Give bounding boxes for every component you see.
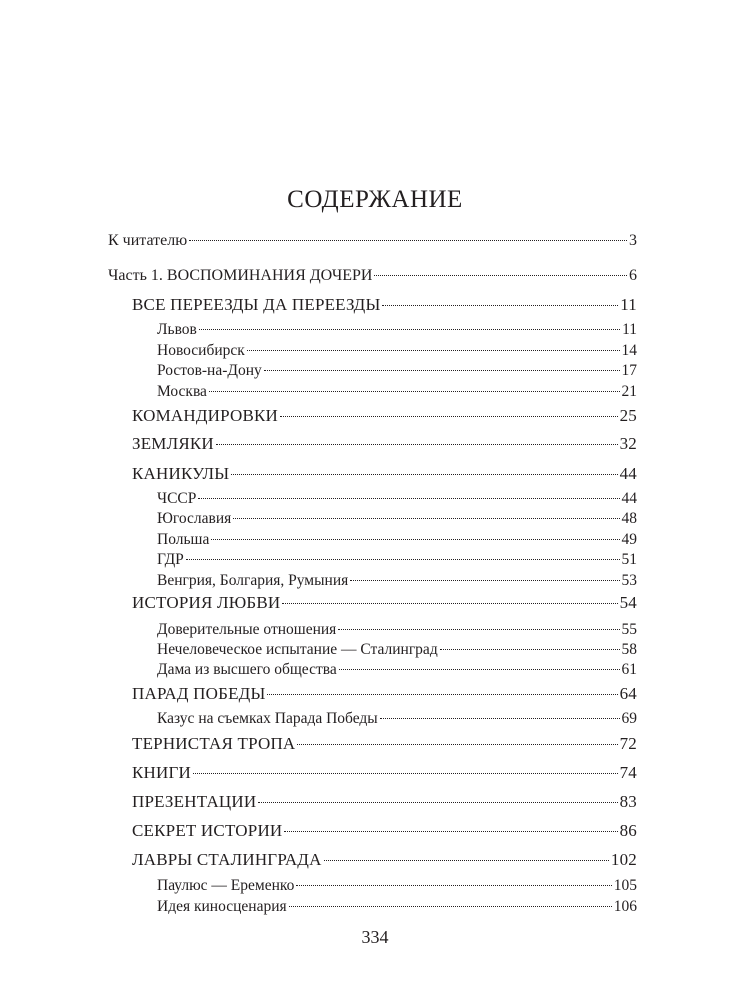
dot-leader: [267, 694, 617, 695]
toc-entry-title: Доверительные отношения: [157, 621, 337, 638]
toc-entry-page: 106: [613, 898, 637, 915]
toc-entry-page: 102: [610, 850, 637, 869]
toc-entry-page: 48: [621, 510, 637, 527]
toc-entry-title: Новосибирск: [157, 342, 245, 359]
toc-entry-title: СЕКРЕТ ИСТОРИИ: [132, 821, 283, 840]
toc-entry-title: Часть 1. ВОСПОМИНАНИЯ ДОЧЕРИ: [108, 267, 373, 284]
toc-entry-title: ЧССР: [157, 490, 197, 507]
toc-entry[interactable]: [157, 361, 637, 381]
toc-entry[interactable]: [132, 464, 637, 484]
toc-entry-title: ПАРАД ПОБЕДЫ: [132, 684, 266, 703]
dot-leader: [339, 669, 620, 670]
toc-entry[interactable]: [157, 489, 637, 509]
toc-entry-title: КНИГИ: [132, 763, 191, 782]
toc-entry-page: 21: [621, 383, 637, 400]
toc-entry-page: 86: [619, 821, 637, 840]
dot-leader: [338, 629, 619, 630]
toc-entry[interactable]: [157, 341, 637, 361]
toc-entry-page: 32: [619, 434, 637, 453]
dot-leader: [193, 773, 618, 774]
toc-entry-title: ЗЕМЛЯКИ: [132, 434, 214, 453]
dot-leader: [233, 518, 619, 519]
toc-entry-title: К читателю: [108, 232, 188, 249]
dot-leader: [296, 885, 611, 886]
dot-leader: [247, 350, 620, 351]
dot-leader: [382, 305, 618, 306]
toc-entry-page: 6: [629, 267, 637, 284]
dot-leader: [297, 744, 617, 745]
toc-entry[interactable]: [157, 509, 637, 529]
toc-entry[interactable]: [108, 231, 637, 251]
toc-entry-page: 44: [621, 490, 637, 507]
page-number: 334: [361, 927, 389, 947]
toc-entry-title: Казус на съемках Парада Победы: [157, 710, 378, 727]
toc-entry-page: 53: [621, 572, 637, 589]
toc-entry[interactable]: [157, 620, 637, 640]
dot-leader: [186, 559, 620, 560]
toc-entry[interactable]: [157, 660, 637, 680]
toc-entry-page: 11: [622, 321, 637, 338]
toc-entry[interactable]: [132, 684, 637, 704]
toc-entry-page: 17: [621, 362, 637, 379]
toc-entry-title: ЛАВРЫ СТАЛИНГРАДА: [132, 850, 322, 869]
toc-entry-page: 55: [621, 621, 637, 638]
dot-leader: [380, 718, 620, 719]
toc-entry-title: Венгрия, Болгария, Румыния: [157, 572, 349, 589]
toc-entry[interactable]: [132, 295, 637, 315]
toc-entry-title: Паулюс — Еременко: [157, 877, 295, 894]
toc-entry[interactable]: [132, 850, 637, 870]
toc-entry[interactable]: [132, 763, 637, 783]
toc-entry[interactable]: [157, 550, 637, 570]
toc-entry-title: Москва: [157, 383, 207, 400]
toc-entry[interactable]: [132, 434, 637, 454]
toc-entry-page: 11: [620, 295, 637, 314]
toc-entry-title: Ростов-на-Дону: [157, 362, 262, 379]
page-title: СОДЕРЖАНИЕ: [287, 186, 463, 213]
toc-entry-title: ТЕРНИСТАЯ ТРОПА: [132, 734, 296, 753]
dot-leader: [199, 329, 620, 330]
toc-entry-page: 54: [619, 593, 637, 612]
dot-leader: [280, 416, 618, 417]
toc-entry-page: 58: [621, 641, 637, 658]
toc-entry-page: 105: [613, 877, 637, 894]
dot-leader: [374, 275, 627, 276]
dot-leader: [440, 649, 620, 650]
toc-entry[interactable]: [157, 571, 637, 591]
toc-entry[interactable]: [132, 593, 637, 613]
toc-entry-page: 83: [619, 792, 637, 811]
toc-entry-title: ПРЕЗЕНТАЦИИ: [132, 792, 257, 811]
toc-entry-title: Дама из высшего общества: [157, 661, 337, 678]
toc-entry[interactable]: [157, 640, 637, 660]
dot-leader: [209, 391, 620, 392]
toc-entry-title: Идея киносценария: [157, 898, 287, 915]
toc-entry-title: КАНИКУЛЫ: [132, 464, 230, 483]
toc-entry-title: ВСЕ ПЕРЕЕЗДЫ ДА ПЕРЕЕЗДЫ: [132, 295, 381, 314]
dot-leader: [231, 474, 617, 475]
toc-entry-title: ИСТОРИЯ ЛЮБВИ: [132, 593, 281, 612]
dot-leader: [198, 498, 619, 499]
toc-entry-page: 44: [619, 464, 637, 483]
dot-leader: [189, 240, 627, 241]
toc-entry-title: Львов: [157, 321, 197, 338]
dot-leader: [258, 802, 617, 803]
toc-entry-page: 25: [619, 406, 637, 425]
toc-entry-page: 14: [621, 342, 637, 359]
toc-entry-page: 3: [629, 232, 637, 249]
toc-entry[interactable]: [108, 266, 637, 286]
toc-entry[interactable]: [157, 897, 637, 917]
toc-entry-page: 74: [619, 763, 637, 782]
toc-entry-title: Нечеловеческое испытание — Сталинград: [157, 641, 438, 658]
dot-leader: [216, 444, 618, 445]
dot-leader: [289, 906, 612, 907]
toc-entry-page: 61: [621, 661, 637, 678]
toc-entry[interactable]: [132, 406, 637, 426]
toc-entry-title: КОМАНДИРОВКИ: [132, 406, 279, 425]
toc-entry-page: 49: [621, 531, 637, 548]
toc-entry-page: 69: [621, 710, 637, 727]
dot-leader: [211, 539, 619, 540]
toc-entry[interactable]: [132, 734, 637, 754]
dot-leader: [324, 860, 609, 861]
toc-entry-title: Польша: [157, 531, 210, 548]
toc-entry[interactable]: [132, 821, 637, 841]
toc-entry-title: Югославия: [157, 510, 232, 527]
toc-entry[interactable]: [157, 382, 637, 402]
dot-leader: [264, 370, 620, 371]
toc-entry[interactable]: [157, 530, 637, 550]
toc-entry-page: 64: [619, 684, 637, 703]
toc-entry-page: 72: [619, 734, 637, 753]
dot-leader: [284, 831, 617, 832]
toc-entry-title: ГДР: [157, 551, 184, 568]
dot-leader: [282, 603, 617, 604]
toc-entry-page: 51: [621, 551, 637, 568]
toc-entry[interactable]: [157, 320, 637, 340]
toc-entry[interactable]: [157, 709, 637, 729]
dot-leader: [350, 580, 619, 581]
toc-entry[interactable]: [132, 792, 637, 812]
toc-entry[interactable]: [157, 876, 637, 896]
